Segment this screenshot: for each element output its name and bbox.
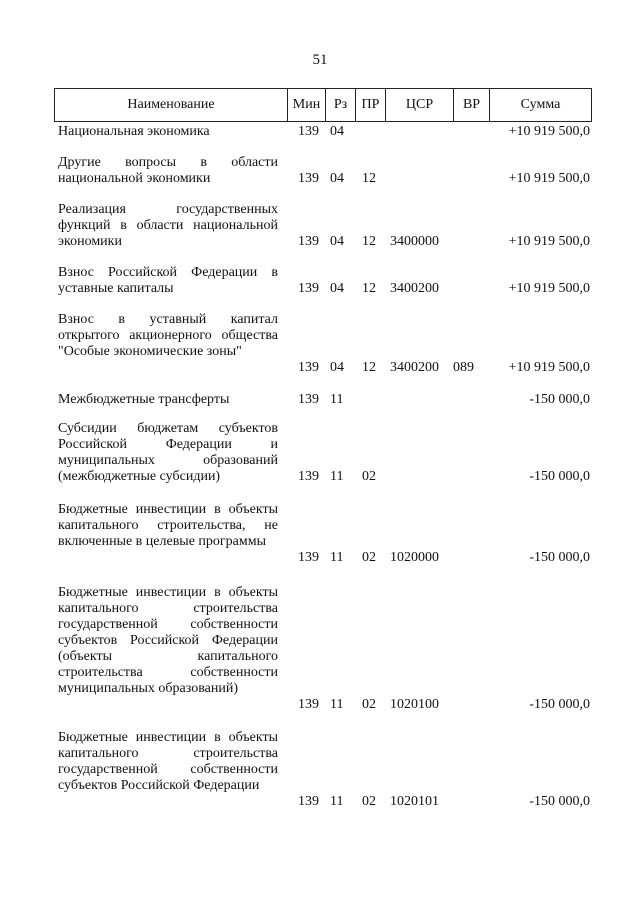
table-row <box>0 392 640 408</box>
row-rz: 11 <box>330 697 344 712</box>
row-rz: 04 <box>330 360 344 375</box>
row-name: Субсидии бюджетам субъектов Российской Федерации и муниципальных образований (межбюджетные субсидии) <box>58 421 278 484</box>
row-name: Бюджетные инвестиции в объекты капитального строительства, не включенные в целевые программы <box>58 502 278 549</box>
table-row <box>0 730 640 810</box>
table-row <box>0 312 640 376</box>
row-name: Бюджетные инвестиции в объекты капитального строительства государственной собственности субъектов Российской Федерации <box>58 730 278 793</box>
row-csr: 3400200 <box>390 360 439 375</box>
row-name: Взнос Российской Федерации в уставные капиталы <box>58 265 278 296</box>
row-min: 139 <box>298 124 319 139</box>
row-rz: 04 <box>330 281 344 296</box>
header-pr: ПР <box>355 89 385 121</box>
row-sum: -150 000,0 <box>529 550 590 565</box>
row-pr: 02 <box>362 550 376 565</box>
row-sum: +10 919 500,0 <box>508 234 590 249</box>
row-name: Национальная экономика <box>58 124 210 139</box>
table-row <box>0 265 640 297</box>
row-sum: +10 919 500,0 <box>508 171 590 186</box>
table-row <box>0 202 640 250</box>
row-sum: -150 000,0 <box>529 392 590 407</box>
row-rz: 11 <box>330 469 344 484</box>
row-sum: -150 000,0 <box>529 469 590 484</box>
header-name: Наименование <box>127 97 215 112</box>
header-sum: Сумма <box>489 89 591 121</box>
row-name: Взнос в уставный капитал открытого акционерного общества "Особые экономические зоны" <box>58 312 278 359</box>
row-min: 139 <box>298 171 319 186</box>
row-pr: 12 <box>362 281 376 296</box>
row-min: 139 <box>298 234 319 249</box>
header-rz: Рз <box>325 89 355 121</box>
row-sum: -150 000,0 <box>529 697 590 712</box>
row-csr: 1020000 <box>390 550 439 565</box>
header-min: Мин <box>287 89 325 121</box>
row-min: 139 <box>298 392 319 407</box>
row-pr: 12 <box>362 171 376 186</box>
row-sum: +10 919 500,0 <box>508 360 590 375</box>
row-name: Бюджетные инвестиции в объекты капитального строительства государственной собственности субъектов Российской Федерации (объекты капитального строительства собственности муниципальных образований) <box>58 585 278 696</box>
row-sum: -150 000,0 <box>529 794 590 809</box>
row-min: 139 <box>298 469 319 484</box>
row-min: 139 <box>298 794 319 809</box>
row-name: Другие вопросы в области национальной экономики <box>58 155 278 186</box>
row-min: 139 <box>298 360 319 375</box>
header-vr: ВР <box>453 89 489 121</box>
row-csr: 1020100 <box>390 697 439 712</box>
row-csr: 3400200 <box>390 281 439 296</box>
row-min: 139 <box>298 550 319 565</box>
row-rz: 11 <box>330 550 344 565</box>
table-row <box>0 585 640 713</box>
row-pr: 02 <box>362 794 376 809</box>
header-csr: ЦСР <box>385 89 453 121</box>
table-row <box>0 502 640 566</box>
row-csr: 3400000 <box>390 234 439 249</box>
row-csr: 1020101 <box>390 794 439 809</box>
row-rz: 04 <box>330 124 344 139</box>
row-pr: 12 <box>362 234 376 249</box>
row-rz: 04 <box>330 234 344 249</box>
row-sum: +10 919 500,0 <box>508 281 590 296</box>
row-min: 139 <box>298 281 319 296</box>
row-pr: 02 <box>362 697 376 712</box>
row-vr: 089 <box>453 360 474 375</box>
page-number: 51 <box>312 52 328 68</box>
table-row <box>0 124 640 140</box>
row-pr: 02 <box>362 469 376 484</box>
row-min: 139 <box>298 697 319 712</box>
row-name: Межбюджетные трансферты <box>58 392 230 407</box>
row-pr: 12 <box>362 360 376 375</box>
row-rz: 11 <box>330 794 344 809</box>
row-sum: +10 919 500,0 <box>508 124 590 139</box>
table-header <box>54 88 592 122</box>
table-row <box>0 155 640 187</box>
row-name: Реализация государственных функций в области национальной экономики <box>58 202 278 249</box>
row-rz: 04 <box>330 171 344 186</box>
table-row <box>0 421 640 485</box>
row-rz: 11 <box>330 392 344 407</box>
